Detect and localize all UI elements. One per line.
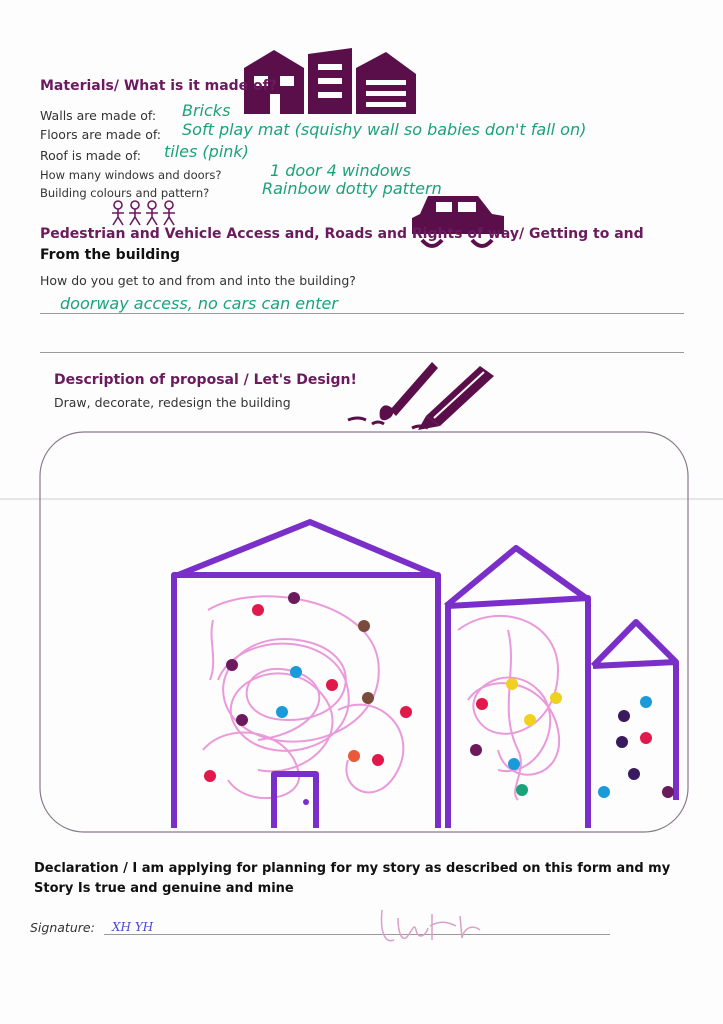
car-icon bbox=[408, 192, 508, 256]
answer-line-2 bbox=[40, 352, 684, 353]
proposal-instruction: Draw, decorate, redesign the building bbox=[54, 395, 291, 410]
access-heading-line1: Pedestrian and Vehicle Access and, Roads and Rights of way/ Getting to and bbox=[40, 226, 644, 242]
access-question: How do you get to and from and into the building? bbox=[40, 273, 356, 288]
access-heading-line2: From the building bbox=[40, 247, 181, 263]
windows-doors-label: How many windows and doors? bbox=[40, 168, 222, 182]
proposal-heading: Description of proposal / Let's Design! bbox=[54, 372, 357, 388]
access-answer: doorway access, no cars can enter bbox=[60, 294, 338, 313]
materials-heading: Materials/ What is it made of? bbox=[40, 78, 277, 94]
roof-answer: tiles (pink) bbox=[164, 142, 249, 161]
signature-value: XH YH bbox=[112, 920, 154, 934]
colours-pattern-answer: Rainbow dotty pattern bbox=[262, 179, 442, 198]
people-icon bbox=[110, 200, 176, 226]
answer-line-1 bbox=[40, 313, 684, 314]
windows-doors-answer: 1 door 4 windows bbox=[270, 161, 411, 180]
walls-answer: Bricks bbox=[182, 101, 231, 120]
declaration-line1: Declaration / I am applying for planning for my story as described on this form and my bbox=[34, 861, 671, 876]
colours-pattern-label: Building colours and pattern? bbox=[40, 186, 210, 200]
pencil-icon bbox=[410, 360, 500, 432]
floors-label: Floors are made of: bbox=[40, 127, 162, 142]
floors-answer: Soft play mat (squishy wall so babies don't fall on) bbox=[182, 120, 587, 139]
declaration-line2: Story Is true and genuine and mine bbox=[34, 881, 294, 896]
signature-label: Signature: bbox=[30, 920, 95, 935]
signature-line bbox=[104, 934, 610, 935]
handwritten-signature bbox=[376, 900, 486, 950]
drawing-area bbox=[38, 430, 690, 834]
roof-label: Roof is made of: bbox=[40, 148, 142, 163]
walls-label: Walls are made of: bbox=[40, 108, 157, 123]
